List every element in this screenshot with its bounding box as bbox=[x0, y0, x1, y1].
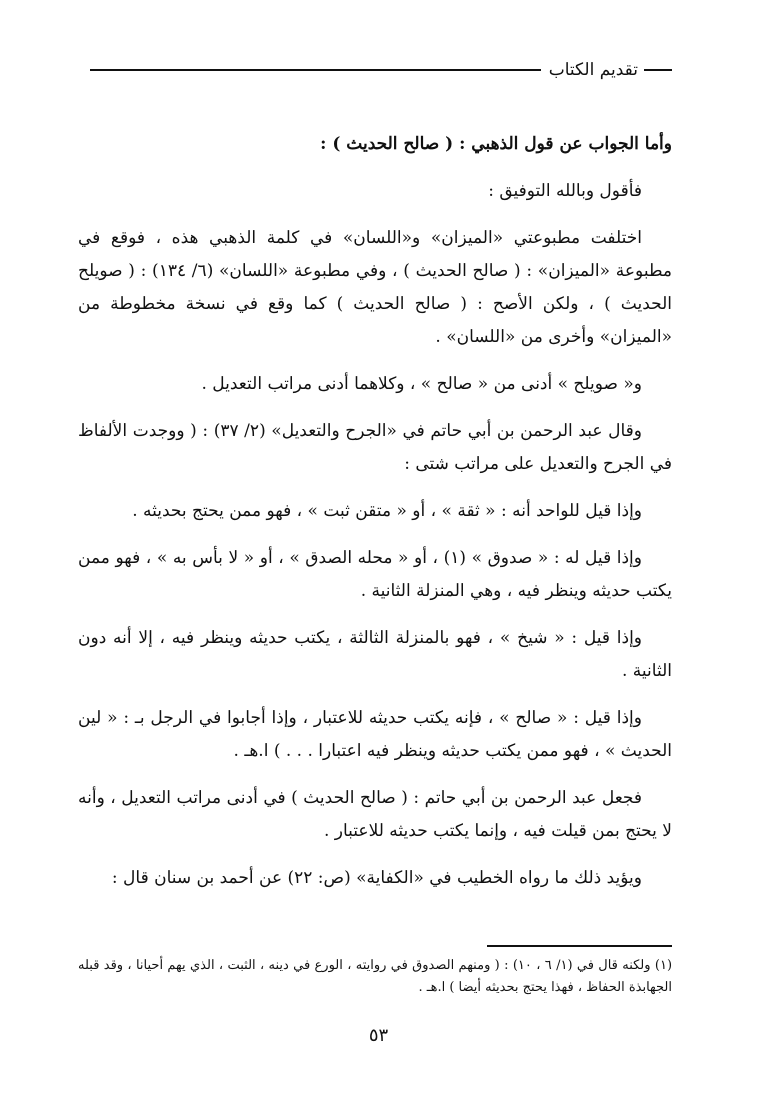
page-header bbox=[90, 58, 672, 82]
footnote: (١) ولكنه قال في (١/ ٦ ، ١٠) : ( ومنهم الصدوق في روايته ، الورع في دينه ، الثبت ، الذي يهم أحيانا ، وقد قبله الجهابذة الحفاظ ، فهذا يحتج بحديثه أيضا ) ا.هـ . bbox=[78, 958, 673, 995]
paragraph-grading: و« صويلح » أدنى من « صالح » ، وكلاهما أدنى مراتب التعديل . bbox=[201, 374, 642, 394]
paragraph-khatib: ويؤيد ذلك ما رواه الخطيب في «الكفاية» (ص: ٢٢) عن أحمد بن سنان قال : bbox=[111, 868, 642, 888]
header-rule bbox=[90, 69, 541, 71]
header-dash bbox=[644, 69, 672, 71]
page-number: ٥٣ bbox=[368, 1025, 389, 1046]
answer-opening: فأقول وبالله التوفيق : bbox=[488, 181, 642, 201]
paragraph-ibn-abi-hatim: وقال عبد الرحمن بن أبي حاتم في «الجرح والتعديل» (٢/ ٣٧) : ( ووجدت الألفاظ في الجرح والتعديل على مراتب شتى : bbox=[78, 421, 672, 474]
paragraph-editions: اختلفت مطبوعتي «الميزان» و«اللسان» في كلمة الذهبي هذه ، فوقع في مطبوعة «الميزان» : ( صالح الحديث ) ، وفي مطبوعة «اللسان» (٦/ ١٣٤) : ( صويلح الحديث ) ، ولكن الأصح : ( صالح الحديث ) كما وقع في نسخة مخطوطة من «الميزان» وأخرى من «اللسان» . bbox=[78, 228, 672, 347]
paragraph-rank-3: وإذا قيل : « شيخ » ، فهو بالمنزلة الثالثة ، يكتب حديثه وينظر فيه ، إلا أنه دون الثانية . bbox=[78, 628, 672, 681]
footnote-separator bbox=[487, 945, 672, 947]
section-question: وأما الجواب عن قول الذهبي : ( صالح الحديث ) : bbox=[320, 134, 672, 154]
running-title: تقديم الكتاب bbox=[548, 60, 638, 80]
paragraph-rank-1: وإذا قيل للواحد أنه : « ثقة » ، أو « متقن ثبت » ، فهو ممن يحتج بحديثه . bbox=[132, 501, 642, 521]
paragraph-rank-4: وإذا قيل : « صالح » ، فإنه يكتب حديثه للاعتبار ، وإذا أجابوا في الرجل بـ : « لين الحديث » ، فهو ممن يكتب حديثه وينظر فيه اعتبارا . . . ) ا.هـ . bbox=[78, 708, 672, 761]
paragraph-rank-2: وإذا قيل له : « صدوق » (١) ، أو « محله الصدق » ، أو « لا بأس به » ، فهو ممن يكتب حديثه وينظر فيه ، وهي المنزلة الثانية . bbox=[78, 548, 672, 601]
paragraph-conclusion: فجعل عبد الرحمن بن أبي حاتم : ( صالح الحديث ) في أدنى مراتب التعديل ، وأنه لا يحتج بمن قيلت فيه ، وإنما يكتب حديثه للاعتبار . bbox=[78, 788, 672, 841]
main-text bbox=[78, 128, 672, 909]
